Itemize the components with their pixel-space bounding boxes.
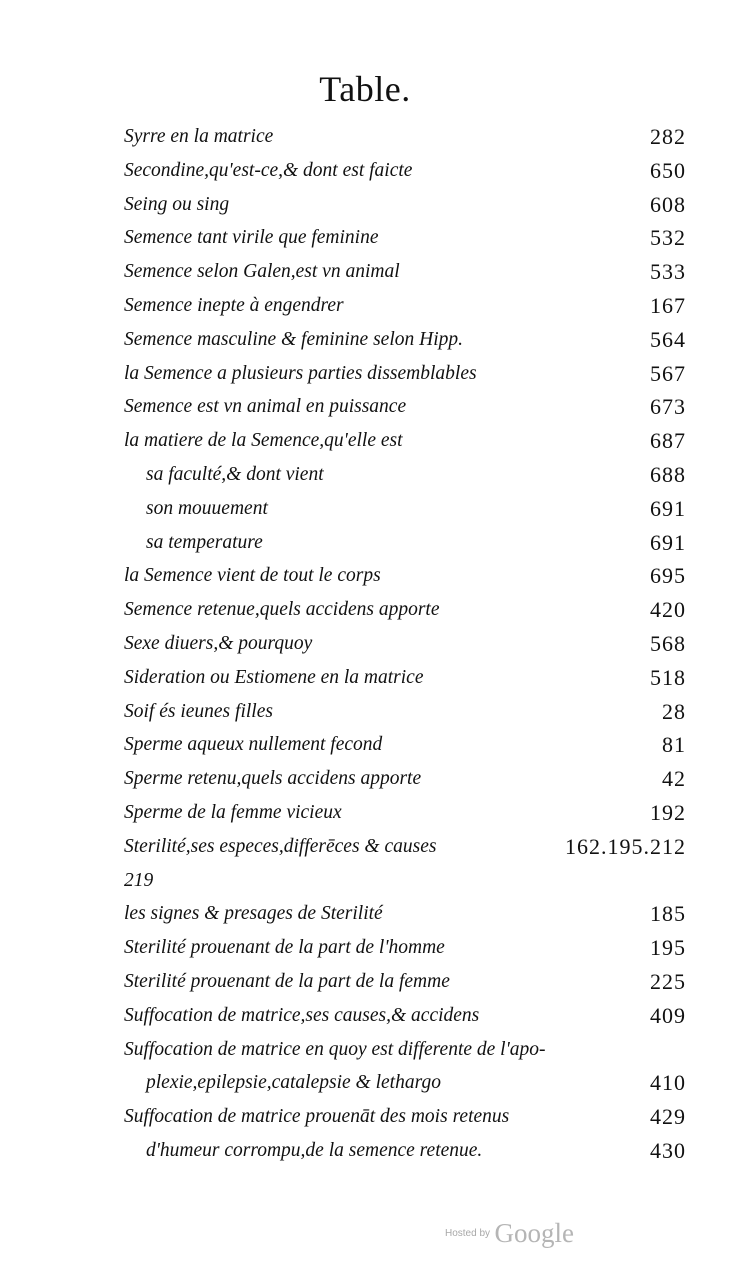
- entry-page-number: 420: [650, 597, 686, 623]
- entry-page-number: 691: [650, 529, 686, 555]
- entry-text: Seing ou sing: [124, 193, 230, 215]
- entry-page-number: 695: [650, 563, 686, 589]
- index-entries: [124, 120, 686, 1168]
- entry-text: 219: [124, 869, 154, 891]
- index-entry: [124, 1100, 686, 1134]
- entry-text: Sexe diuers,& pourquoy: [124, 632, 313, 654]
- entry-text: Sideration ou Estiomene en la matrice: [124, 666, 424, 688]
- index-entry: [124, 255, 686, 289]
- entry-text: Suffocation de matrice en quoy est differente de l'apo-: [124, 1038, 546, 1060]
- entry-text: sa temperature: [146, 531, 263, 553]
- entry-text: Soif és ieunes filles: [124, 700, 273, 722]
- index-entry: [124, 492, 686, 526]
- entry-page-number: 81: [662, 732, 686, 758]
- entry-page-number: 608: [650, 191, 686, 217]
- entry-page-number: 687: [650, 428, 686, 454]
- entry-text: Syrre en la matrice: [124, 126, 274, 147]
- index-entry: [124, 424, 686, 458]
- index-entry: [124, 221, 686, 255]
- entry-text: plexie,epilepsie,catalepsie & lethargo: [146, 1072, 441, 1094]
- index-entry: [124, 593, 686, 627]
- index-entry: [124, 965, 686, 999]
- entry-page-number: 225: [650, 968, 686, 994]
- index-entry: [124, 323, 686, 357]
- index-entry: [124, 897, 686, 931]
- entry-page-number: 192: [650, 799, 686, 825]
- page-title: Table.: [319, 69, 411, 109]
- index-entry: [124, 357, 686, 391]
- entry-page-number: 691: [650, 495, 686, 521]
- entry-text: Sterilité prouenant de la part de l'homme: [124, 937, 445, 959]
- hosted-by-label: Hosted by: [445, 1228, 491, 1239]
- index-entry: [124, 188, 686, 222]
- entry-text: Semence masculine & feminine selon Hipp.: [124, 328, 463, 350]
- entry-page-number: 533: [650, 259, 686, 285]
- entry-page-number: 167: [650, 292, 686, 318]
- entry-page-number: 410: [650, 1070, 686, 1096]
- entry-page-number: 42: [662, 766, 686, 792]
- entry-text: Semence est vn animal en puissance: [124, 396, 407, 418]
- index-entry: [124, 289, 686, 323]
- google-watermark: [445, 1218, 574, 1249]
- index-entry: [124, 1033, 686, 1067]
- index-entry: [124, 1066, 686, 1100]
- entry-text: la Semence a plusieurs parties dissemblables: [124, 362, 477, 384]
- index-entry: [124, 796, 686, 830]
- google-logo: Google: [494, 1218, 574, 1248]
- index-entry: [124, 695, 686, 729]
- entry-page-number: 409: [650, 1002, 686, 1028]
- index-entry: [124, 999, 686, 1033]
- entry-page-number: 650: [650, 157, 686, 183]
- index-entry: [124, 830, 686, 864]
- entry-page-number: 282: [650, 124, 686, 149]
- entry-text: Sperme aqueux nullement fecond: [124, 734, 383, 756]
- entry-page-number: 195: [650, 935, 686, 961]
- entry-text: son mouuement: [146, 497, 268, 519]
- entry-page-number: 568: [650, 630, 686, 656]
- entry-text: la Semence vient de tout le corps: [124, 565, 381, 587]
- entry-text: Secondine,qu'est-ce,& dont est faicte: [124, 159, 413, 181]
- entry-text: les signes & presages de Sterilité: [124, 903, 383, 925]
- entry-text: sa faculté,& dont vient: [146, 463, 324, 485]
- index-entry: [124, 627, 686, 661]
- entry-page-number: 518: [650, 664, 686, 690]
- entry-text: la matiere de la Semence,qu'elle est: [124, 430, 403, 452]
- index-entry: [124, 390, 686, 424]
- entry-page-number: 673: [650, 394, 686, 420]
- entry-page-number: 430: [650, 1137, 686, 1163]
- index-entry: [124, 931, 686, 965]
- entry-page-number: 532: [650, 225, 686, 251]
- entry-page-number: 564: [650, 326, 686, 352]
- entry-page-number: 185: [650, 901, 686, 927]
- index-entry: [124, 864, 686, 898]
- entry-text: Sperme de la femme vicieux: [124, 801, 342, 823]
- entry-text: Semence tant virile que feminine: [124, 227, 379, 249]
- entry-text: Suffocation de matrice,ses causes,& accidens: [124, 1004, 480, 1026]
- index-entry: [124, 661, 686, 695]
- entry-page-number: 429: [650, 1104, 686, 1130]
- entry-page-number: 567: [650, 360, 686, 386]
- index-entry: [124, 728, 686, 762]
- index-entry: [124, 526, 686, 560]
- entry-page-number: 28: [662, 698, 686, 724]
- entry-text: Suffocation de matrice prouenāt des mois retenus: [124, 1106, 510, 1128]
- entry-text: Sterilité,ses especes,differēces & causes: [124, 835, 437, 857]
- index-entry: [124, 120, 686, 154]
- index-entry: [124, 762, 686, 796]
- entry-text: Semence inepte à engendrer: [124, 294, 344, 316]
- index-entry: [124, 1134, 686, 1168]
- entry-text: Sperme retenu,quels accidens apporte: [124, 768, 422, 790]
- index-entry: [124, 559, 686, 593]
- entry-text: Semence selon Galen,est vn animal: [124, 261, 400, 283]
- entry-page-number: 162.195.212: [565, 833, 686, 859]
- entry-page-number: 688: [650, 461, 686, 487]
- entry-text: d'humeur corrompu,de la semence retenue.: [146, 1139, 483, 1161]
- entry-text: Semence retenue,quels accidens apporte: [124, 599, 440, 621]
- entry-text: Sterilité prouenant de la part de la femme: [124, 970, 450, 992]
- index-entry: [124, 458, 686, 492]
- index-entry: [124, 154, 686, 188]
